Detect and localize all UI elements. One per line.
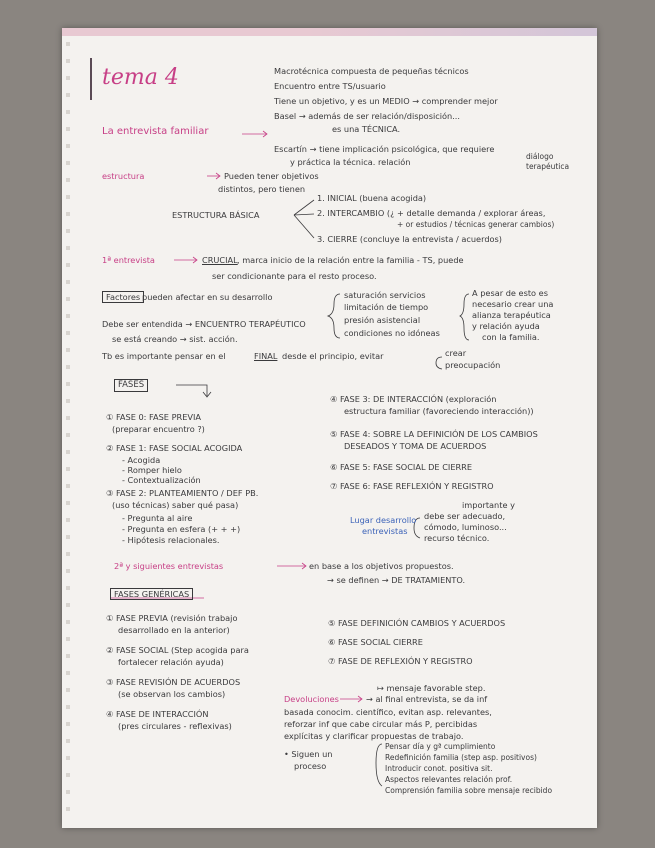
factores-aside: alianza terapéutica <box>472 310 551 320</box>
fases-genericas-label: FASES GENÉRICAS <box>110 588 193 600</box>
factores-label: Factores <box>102 291 144 303</box>
fase-item: ③ FASE 2: PLANTEAMIENTO / DEF PB. <box>106 488 259 498</box>
fases-arrow <box>176 385 207 396</box>
fase-item: estructura familiar (favoreciendo interacción)) <box>344 406 534 416</box>
primera-label: 1ª entrevista <box>102 255 155 265</box>
siguen-label: • Siguen un <box>284 749 333 759</box>
brace-line-1 <box>294 200 314 215</box>
siguen-brace <box>376 744 382 786</box>
generic-fase-item: desarrollado en la anterior) <box>118 625 230 635</box>
factores-text: pueden afectar en su desarrollo <box>142 292 273 302</box>
siguen-step: Pensar día y gª cumplimiento <box>385 742 496 751</box>
fase-item: - Romper hielo <box>122 465 182 475</box>
generic-fase-item: fortalecer relación ayuda) <box>118 657 224 667</box>
fase-item: - Pregunta al aire <box>122 513 193 523</box>
siguen-label: proceso <box>294 761 327 771</box>
generic-fase-item: ④ FASE DE INTERACCIÓN <box>106 709 209 719</box>
fase-item: - Hipótesis relacionales. <box>122 535 220 545</box>
brace-line-2 <box>294 214 314 215</box>
lugar-item: recurso técnico. <box>424 533 490 543</box>
siguen-step: Redefinición familia (step asp. positivos) <box>385 753 537 762</box>
factores-line: Tb es importante pensar en el <box>102 351 226 361</box>
intro-bullet: diálogo <box>526 152 554 161</box>
generic-fase-item: (se observan los cambios) <box>118 689 226 699</box>
endings-brace <box>436 357 442 369</box>
factores-item: saturación servicios <box>344 290 426 300</box>
generic-fase-item: ⑤ FASE DEFINICIÓN CAMBIOS Y ACUERDOS <box>328 618 506 628</box>
factores-aside: y relación ayuda <box>472 321 540 331</box>
devoluciones-line: basada conocim. científico, evitan asp. relevantes, <box>284 707 492 717</box>
lugar-label: Lugar desarrollo <box>350 515 417 525</box>
primera-text: , marca inicio de la relación entre la familia - TS, puede <box>237 255 464 265</box>
lugar-item: cómodo, luminoso... <box>424 522 507 532</box>
factores-line: Debe ser entendida → ENCUENTRO TERAPÉUTICO <box>102 319 306 329</box>
factores-item: limitación de tiempo <box>344 302 429 312</box>
estructura-label: estructura <box>102 171 145 181</box>
intro-heading: La entrevista familiar <box>102 126 209 137</box>
primera-key: CRUCIAL <box>202 255 238 265</box>
generic-fase-item: ⑦ FASE DE REFLEXIÓN Y REGISTRO <box>328 656 473 666</box>
factores-ending: crear <box>445 348 467 358</box>
devoluciones-line: reforzar inf que cabe circular más P, percibidas <box>284 719 478 729</box>
intro-bullet: terapéutica <box>526 162 570 171</box>
factores-item: condiciones no idóneas <box>344 328 440 338</box>
fase-item: - Pregunta en esfera (+ + +) <box>122 524 241 534</box>
generic-fase-item: (pres circulares - reflexivas) <box>118 721 232 731</box>
estructura-step: 2. INTERCAMBIO (¿ + detalle demanda / explorar áreas, <box>317 208 546 218</box>
devoluciones-line: → al final entrevista, se da inf <box>366 694 488 704</box>
generic-fase-item: ⑥ FASE SOCIAL CIERRE <box>328 637 423 647</box>
factores-line: se está creando → sist. acción. <box>112 334 238 344</box>
brace-line-3 <box>294 215 314 238</box>
lugar-label: entrevistas <box>362 526 408 536</box>
generic-fase-item: ① FASE PREVIA (revisión trabajo <box>106 613 238 623</box>
lugar-item: importante y <box>462 500 515 510</box>
devoluciones-label: Devoluciones <box>284 694 339 704</box>
siguen-step: Aspectos relevantes relación prof. <box>385 775 513 784</box>
fase-item: DESEADOS Y TOMA DE ACUERDOS <box>344 441 487 451</box>
fase-item: (preparar encuentro ?) <box>112 424 205 434</box>
estructura-step: 1. INICIAL (buena acogida) <box>317 193 427 203</box>
intro-bullet: Escartín → tiene implicación psicológica, que requiere <box>274 144 495 154</box>
primera-text: ser condicionante para el resto proceso. <box>212 271 377 281</box>
intro-bullet: Macrotécnica compuesta de pequeñas técnicos <box>274 66 469 76</box>
factores-line: desde el principio, evitar <box>282 351 384 361</box>
generic-fase-item: ③ FASE REVISIÓN DE ACUERDOS <box>106 677 241 687</box>
fase-item: ⑥ FASE 5: FASE SOCIAL DE CIERRE <box>330 462 473 472</box>
estructura-desc: Pueden tener objetivos <box>224 171 319 181</box>
estructura-step: 3. CIERRE (concluye la entrevista / acuerdos) <box>317 234 502 244</box>
fase-item: (uso técnicas) saber qué pasa) <box>112 500 239 510</box>
fase-item: ④ FASE 3: DE INTERACCIÓN (exploración <box>330 394 497 404</box>
siguen-step: Introducir conot. positiva sit. <box>385 764 493 773</box>
siguientes-text: → se definen → DE TRATAMIENTO. <box>327 575 466 585</box>
factores-final-key: FINAL <box>254 351 278 361</box>
fase-item: ⑦ FASE 6: FASE REFLEXIÓN Y REGISTRO <box>330 481 494 491</box>
siguen-step: Comprensión familia sobre mensaje recibido <box>385 786 553 795</box>
fases-label: FASES <box>114 379 148 392</box>
fase-item: ① FASE 0: FASE PREVIA <box>106 412 201 422</box>
intro-bullet: y práctica la técnica. relación <box>290 157 411 167</box>
factores-aside: necesario crear una <box>472 299 554 309</box>
intro-bullet: es una TÉCNICA. <box>332 124 401 134</box>
factores-aside: A pesar de esto es <box>472 288 548 298</box>
generic-fase-item: ② FASE SOCIAL (Step acogida para <box>106 645 249 655</box>
estructura-desc: distintos, pero tienen <box>218 184 306 194</box>
notebook-page <box>62 28 597 828</box>
intro-bullet: Encuentro entre TS/usuario <box>274 81 386 91</box>
lugar-item: debe ser adecuado, <box>424 511 506 521</box>
fase-item: - Acogida <box>122 455 161 465</box>
factores-item: presión asistencial <box>344 315 421 325</box>
siguientes-label: 2ª y siguientes entrevistas <box>114 561 224 571</box>
intro-bullet: Basel → además de ser relación/disposición... <box>274 111 461 121</box>
devoluciones-top: ↦ mensaje favorable step. <box>377 683 486 693</box>
siguientes-text: en base a los objetivos propuestos. <box>309 561 454 571</box>
aside-brace <box>460 294 469 340</box>
page-title: tema 4 <box>102 65 179 90</box>
factores-aside: con la familia. <box>482 332 540 342</box>
factores-ending: preocupación <box>445 360 501 370</box>
estructura-step: + or estudios / técnicas generar cambios) <box>397 220 555 229</box>
fase-item: - Contextualización <box>122 475 201 485</box>
factores-brace <box>328 294 340 338</box>
estructura-basic: ESTRUCTURA BÁSICA <box>172 210 260 220</box>
intro-bullet: Tiene un objetivo, y es un MEDIO → comprender mejor <box>274 96 498 106</box>
margin-bar <box>90 58 92 100</box>
fase-item: ⑤ FASE 4: SOBRE LA DEFINICIÓN DE LOS CAMBIOS <box>330 429 538 439</box>
devoluciones-line: explícitas y clarificar propuestas de trabajo. <box>284 731 464 741</box>
fase-item: ② FASE 1: FASE SOCIAL ACOGIDA <box>106 443 243 453</box>
